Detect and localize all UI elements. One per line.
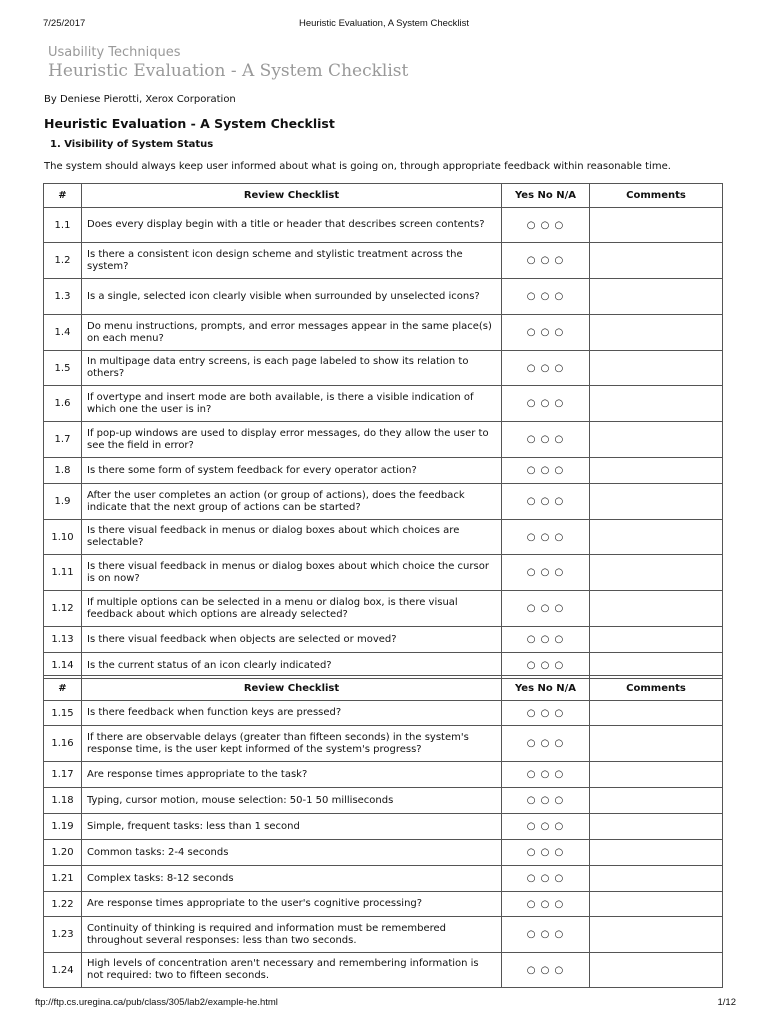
- item-number: 1.21: [44, 866, 82, 892]
- table-row: [44, 953, 723, 988]
- table-row: [44, 726, 723, 762]
- question-text: In multipage data entry screens, is each page labeled to show its relation to others?: [82, 351, 502, 386]
- comments-cell[interactable]: [590, 279, 723, 315]
- question-text: Is there feedback when function keys are pressed?: [82, 701, 502, 726]
- column-header-review-checklist: Review Checklist: [82, 676, 502, 701]
- item-number: 1.2: [44, 243, 82, 279]
- comments-cell[interactable]: [590, 208, 723, 243]
- item-number: 1.8: [44, 458, 82, 484]
- table-row: [44, 892, 723, 917]
- table-row: [44, 422, 723, 458]
- question-text: Are response times appropriate to the task?: [82, 762, 502, 788]
- comments-cell[interactable]: [590, 315, 723, 351]
- table-row: [44, 762, 723, 788]
- question-text: Does every display begin with a title or header that describes screen contents?: [82, 208, 502, 243]
- table-row: [44, 484, 723, 520]
- column-header-number: #: [44, 676, 82, 701]
- section-heading: 1. Visibility of System Status: [50, 139, 214, 150]
- answer-radio-group[interactable]: ○ ○ ○: [502, 726, 590, 762]
- table-row: [44, 386, 723, 422]
- question-text: Is there a consistent icon design scheme and stylistic treatment across the system?: [82, 243, 502, 279]
- item-number: 1.22: [44, 892, 82, 917]
- comments-cell[interactable]: [590, 484, 723, 520]
- comments-cell[interactable]: [590, 788, 723, 814]
- comments-cell[interactable]: [590, 520, 723, 555]
- item-number: 1.10: [44, 520, 82, 555]
- item-number: 1.18: [44, 788, 82, 814]
- answer-radio-group[interactable]: ○ ○ ○: [502, 762, 590, 788]
- comments-cell[interactable]: [590, 892, 723, 917]
- question-text: If overtype and insert mode are both available, is there a visible indication of which one the user is in?: [82, 386, 502, 422]
- print-url: ftp://ftp.cs.uregina.ca/pub/class/305/lab2/example-he.html: [35, 997, 278, 1008]
- item-number: 1.13: [44, 627, 82, 653]
- answer-radio-group[interactable]: ○ ○ ○: [502, 386, 590, 422]
- item-number: 1.9: [44, 484, 82, 520]
- table-row: [44, 520, 723, 555]
- comments-cell[interactable]: [590, 386, 723, 422]
- answer-radio-group[interactable]: ○ ○ ○: [502, 279, 590, 315]
- question-text: After the user completes an action (or group of actions), does the feedback indicate that the next group of actions can be started?: [82, 484, 502, 520]
- item-number: 1.11: [44, 555, 82, 591]
- comments-cell[interactable]: [590, 627, 723, 653]
- answer-radio-group[interactable]: ○ ○ ○: [502, 351, 590, 386]
- intro-paragraph: The system should always keep user informed about what is going on, through appropriate feedback within reasonable time.: [44, 161, 671, 172]
- answer-radio-group[interactable]: ○ ○ ○: [502, 917, 590, 953]
- table-row: [44, 351, 723, 386]
- comments-cell[interactable]: [590, 591, 723, 627]
- item-number: 1.17: [44, 762, 82, 788]
- answer-radio-group[interactable]: ○ ○ ○: [502, 953, 590, 988]
- item-number: 1.19: [44, 814, 82, 840]
- answer-radio-group[interactable]: ○ ○ ○: [502, 484, 590, 520]
- item-number: 1.4: [44, 315, 82, 351]
- comments-cell[interactable]: [590, 701, 723, 726]
- comments-cell[interactable]: [590, 762, 723, 788]
- item-number: 1.23: [44, 917, 82, 953]
- table-row: [44, 279, 723, 315]
- page-heading: Heuristic Evaluation - A System Checklist: [48, 61, 409, 81]
- answer-radio-group[interactable]: ○ ○ ○: [502, 555, 590, 591]
- comments-cell[interactable]: [590, 555, 723, 591]
- checklist-table-part2: [43, 675, 723, 988]
- item-number: 1.16: [44, 726, 82, 762]
- answer-radio-group[interactable]: ○ ○ ○: [502, 627, 590, 653]
- answer-radio-group[interactable]: ○ ○ ○: [502, 458, 590, 484]
- item-number: 1.12: [44, 591, 82, 627]
- checklist-body-part2: [44, 701, 723, 988]
- table-row: [44, 840, 723, 866]
- comments-cell[interactable]: [590, 458, 723, 484]
- question-text: Are response times appropriate to the user's cognitive processing?: [82, 892, 502, 917]
- answer-radio-group[interactable]: ○ ○ ○: [502, 591, 590, 627]
- page-number: 1/12: [717, 997, 736, 1008]
- answer-radio-group[interactable]: ○ ○ ○: [502, 866, 590, 892]
- table-row: [44, 208, 723, 243]
- question-text: If multiple options can be selected in a menu or dialog box, is there visual feedback about which options are already selected?: [82, 591, 502, 627]
- comments-cell[interactable]: [590, 726, 723, 762]
- item-number: 1.3: [44, 279, 82, 315]
- comments-cell[interactable]: [590, 243, 723, 279]
- print-title: Heuristic Evaluation, A System Checklist: [298, 18, 469, 29]
- answer-radio-group[interactable]: ○ ○ ○: [502, 701, 590, 726]
- byline: By Deniese Pierotti, Xerox Corporation: [44, 94, 236, 105]
- comments-cell[interactable]: [590, 840, 723, 866]
- answer-radio-group[interactable]: ○ ○ ○: [502, 840, 590, 866]
- question-text: Is there visual feedback in menus or dialog boxes about which choice the cursor is on now?: [82, 555, 502, 591]
- item-number: 1.24: [44, 953, 82, 988]
- question-text: Typing, cursor motion, mouse selection: 50-1 50 milliseconds: [82, 788, 502, 814]
- comments-cell[interactable]: [590, 351, 723, 386]
- comments-cell[interactable]: [590, 814, 723, 840]
- section-label: Usability Techniques: [48, 45, 181, 60]
- table-row: [44, 788, 723, 814]
- question-text: Continuity of thinking is required and information must be remembered throughout several responses: less than two seconds.: [82, 917, 502, 953]
- question-text: Do menu instructions, prompts, and error messages appear in the same place(s) on each menu?: [82, 315, 502, 351]
- question-text: Is there visual feedback in menus or dialog boxes about which choices are selectable?: [82, 520, 502, 555]
- print-date: 7/25/2017: [43, 18, 86, 29]
- item-number: 1.5: [44, 351, 82, 386]
- answer-radio-group[interactable]: ○ ○ ○: [502, 208, 590, 243]
- item-number: 1.15: [44, 701, 82, 726]
- item-number: 1.20: [44, 840, 82, 866]
- answer-radio-group[interactable]: ○ ○ ○: [502, 814, 590, 840]
- answer-radio-group[interactable]: ○ ○ ○: [502, 653, 590, 679]
- question-text: If pop-up windows are used to display error messages, do they allow the user to see the field in error?: [82, 422, 502, 458]
- question-text: Is there visual feedback when objects are selected or moved?: [82, 627, 502, 653]
- table-row: [44, 866, 723, 892]
- comments-cell[interactable]: [590, 422, 723, 458]
- answer-radio-group[interactable]: ○ ○ ○: [502, 520, 590, 555]
- table-row: [44, 555, 723, 591]
- table-row: [44, 627, 723, 653]
- table-row: [44, 458, 723, 484]
- column-header-options: Yes No N/A: [502, 184, 590, 208]
- comments-cell[interactable]: [590, 866, 723, 892]
- question-text: Complex tasks: 8-12 seconds: [82, 866, 502, 892]
- comments-cell[interactable]: [590, 953, 723, 988]
- column-header-comments: Comments: [590, 676, 723, 701]
- item-number: 1.6: [44, 386, 82, 422]
- question-text: Is a single, selected icon clearly visible when surrounded by unselected icons?: [82, 279, 502, 315]
- table-row: [44, 591, 723, 627]
- checklist-body-part1: [44, 208, 723, 679]
- column-header-options: Yes No N/A: [502, 676, 590, 701]
- item-number: 1.14: [44, 653, 82, 679]
- answer-radio-group[interactable]: ○ ○ ○: [502, 892, 590, 917]
- checklist-table-part1: [43, 183, 723, 679]
- question-text: Is the current status of an icon clearly indicated?: [82, 653, 502, 679]
- column-header-review-checklist: Review Checklist: [82, 184, 502, 208]
- question-text: High levels of concentration aren't necessary and remembering information is not required: two to fifteen seconds.: [82, 953, 502, 988]
- column-header-comments: Comments: [590, 184, 723, 208]
- item-number: 1.7: [44, 422, 82, 458]
- column-header-number: #: [44, 184, 82, 208]
- table-row: [44, 917, 723, 953]
- question-text: Simple, frequent tasks: less than 1 second: [82, 814, 502, 840]
- answer-radio-group[interactable]: ○ ○ ○: [502, 243, 590, 279]
- comments-cell[interactable]: [590, 917, 723, 953]
- answer-radio-group[interactable]: ○ ○ ○: [502, 315, 590, 351]
- question-text: If there are observable delays (greater than fifteen seconds) in the system's response time, is the user kept informed of the system's progress?: [82, 726, 502, 762]
- question-text: Common tasks: 2-4 seconds: [82, 840, 502, 866]
- answer-radio-group[interactable]: ○ ○ ○: [502, 788, 590, 814]
- table-row: [44, 243, 723, 279]
- table-row: [44, 814, 723, 840]
- table-row: [44, 315, 723, 351]
- question-text: Is there some form of system feedback for every operator action?: [82, 458, 502, 484]
- item-number: 1.1: [44, 208, 82, 243]
- document-heading: Heuristic Evaluation - A System Checklist: [44, 116, 335, 131]
- answer-radio-group[interactable]: ○ ○ ○: [502, 422, 590, 458]
- table-row: [44, 701, 723, 726]
